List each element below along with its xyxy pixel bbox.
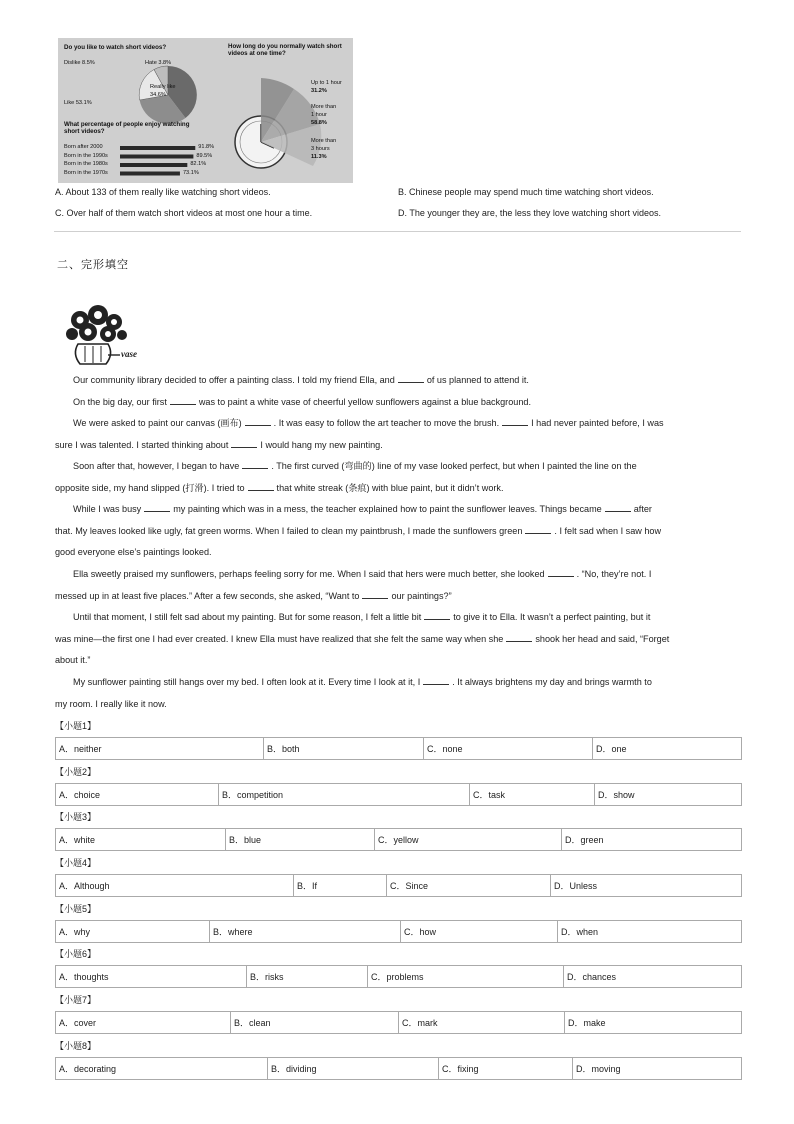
question-label-5: 【小题5】 [55, 904, 97, 914]
question-8-option-b[interactable]: B．dividing [268, 1058, 439, 1080]
question-options-2 [55, 783, 742, 806]
blank-13[interactable] [424, 610, 450, 620]
blank-9[interactable] [605, 502, 631, 512]
question-options-3 [55, 828, 742, 851]
blank-1[interactable] [398, 373, 424, 383]
time-label-2-pct: 58.8% [311, 120, 327, 126]
time-label-2b: 1 hour [311, 112, 327, 118]
question-options-6 [55, 965, 742, 988]
pie-label-really-like-pct: 34.6% [150, 92, 166, 98]
pie-label-really-like: Really like [150, 84, 176, 90]
blank-7[interactable] [248, 481, 274, 491]
section-divider [54, 231, 741, 232]
question-7-option-b[interactable]: B．clean [231, 1012, 399, 1034]
passage-paragraph-7: Until that moment, I still felt sad about my painting. But for some reason, I felt a little bit to give it to Ella. It wasn’t a perfect painting, but it was mine—the first one I had ever created. I knew Ella must have realized that she felt the same way when she shook her head and said, “Forget about it.” [55, 612, 670, 665]
question-2-option-c[interactable]: C．task [470, 784, 595, 806]
time-label-3b: 3 hours [311, 146, 330, 152]
survey-infographic [58, 38, 353, 183]
question-7-option-d[interactable]: D．make [565, 1012, 742, 1034]
infographic-question-1: Do you like to watch short videos? [64, 44, 167, 51]
question-3-option-a[interactable]: A．white [56, 829, 226, 851]
question-7-option-c[interactable]: C．mark [399, 1012, 565, 1034]
blank-2[interactable] [170, 395, 196, 405]
time-label-3-pct: 11.3% [311, 154, 327, 160]
time-label-1-pct: 31.2% [311, 88, 327, 94]
question-3-option-d[interactable]: D．green [562, 829, 742, 851]
bar-value-1: 91.8% [198, 144, 215, 150]
question-label-1: 【小题1】 [55, 721, 97, 731]
question-options-8 [55, 1057, 742, 1080]
passage-paragraph-6: Ella sweetly praised my sunflowers, perhaps feeling sorry for me. When I said that hers were much better, she looked . “No, they’re not. I messed up in at least five places.” After a few seconds, she asked, “Want to our paintings?” [55, 569, 652, 601]
question-4-option-c[interactable]: C．Since [387, 875, 551, 897]
question-6-option-a[interactable]: A．thoughts [56, 966, 247, 988]
bar-label-4: Born in the 1970s [64, 169, 108, 176]
question-label-3: 【小题3】 [55, 812, 97, 822]
blank-15[interactable] [423, 675, 449, 685]
bar-2 [120, 155, 193, 159]
bar-1 [120, 146, 195, 150]
question-4-option-d[interactable]: D．Unless [551, 875, 742, 897]
question-8-option-a[interactable]: A．decorating [56, 1058, 268, 1080]
bar-label-1: Born after 2000 [64, 144, 103, 150]
prev-option-b[interactable]: B. Chinese people may spend much time watching short videos. [398, 187, 654, 197]
blank-6[interactable] [242, 459, 268, 469]
infographic-question-3: What percentage of people enjoy watching short videos? [64, 121, 190, 135]
passage-paragraph-3: We were asked to paint our canvas (画布) . It was easy to follow the art teacher to move the brush. I had never painted before, I was sure I was talented. I started thinking about I would hang my new painting. [55, 418, 664, 450]
blank-5[interactable] [231, 438, 257, 448]
blank-4[interactable] [502, 416, 528, 426]
bar-value-3: 82.1% [190, 161, 207, 167]
time-label-3: More than [311, 138, 337, 144]
question-4-option-a[interactable]: A．Although [56, 875, 294, 897]
clock-graphic [235, 78, 321, 168]
question-7-option-a[interactable]: A．cover [56, 1012, 231, 1034]
infographic-question-2: How long do you normally watch short videos at one time? [228, 43, 342, 57]
bar-4 [120, 172, 180, 176]
bar-value-4: 73.1% [182, 169, 199, 176]
question-8-option-c[interactable]: C．fixing [439, 1058, 573, 1080]
question-5-option-a[interactable]: A．why [56, 921, 210, 943]
question-6-option-c[interactable]: C．problems [368, 966, 564, 988]
question-8-option-d[interactable]: D．moving [573, 1058, 742, 1080]
question-1-option-b[interactable]: B．both [264, 738, 424, 760]
pie-label-dislike: Dislike 8.5% [64, 60, 95, 66]
passage-paragraph-1: Our community library decided to offer a painting class. I told my friend Ella, and of us planned to attend it. [73, 375, 529, 385]
question-label-7: 【小题7】 [55, 995, 97, 1005]
question-label-4: 【小题4】 [55, 858, 97, 868]
bar-label-2: Born in the 1990s [64, 152, 108, 159]
passage-paragraph-4: Soon after that, however, I began to have . The first curved (弯曲的) line of my vase looked perfect, but when I painted the line on the opposite side, my hand slipped (打滑). I tried to that white streak (条痕) with blue paint, but it didn’t work. [55, 461, 637, 493]
bar-label-3: Born in the 1980s [64, 161, 108, 167]
blank-8[interactable] [144, 502, 170, 512]
time-label-1: Up to 1 hour [311, 80, 342, 86]
section-title: 二、完形填空 [57, 258, 129, 271]
question-5-option-b[interactable]: B．where [210, 921, 401, 943]
question-1-option-a[interactable]: A．neither [56, 738, 264, 760]
pie-chart [139, 66, 197, 124]
question-2-option-a[interactable]: A．choice [56, 784, 219, 806]
question-2-option-d[interactable]: D．show [595, 784, 742, 806]
vase-illustration [58, 302, 144, 366]
question-6-option-d[interactable]: D．chances [564, 966, 742, 988]
question-1-option-c[interactable]: C．none [424, 738, 593, 760]
blank-11[interactable] [548, 567, 574, 577]
time-label-2: More than [311, 104, 337, 110]
question-1-option-d[interactable]: D．one [593, 738, 742, 760]
prev-option-d[interactable]: D. The younger they are, the less they love watching short videos. [398, 208, 661, 218]
question-options-4 [55, 874, 742, 897]
question-6-option-b[interactable]: B．risks [247, 966, 368, 988]
question-label-8: 【小题8】 [55, 1041, 97, 1051]
question-5-option-c[interactable]: C．how [401, 921, 558, 943]
question-options-7 [55, 1011, 742, 1034]
pie-label-like: Like 53.1% [64, 100, 92, 106]
blank-10[interactable] [525, 524, 551, 534]
blank-12[interactable] [362, 589, 388, 599]
prev-option-c[interactable]: C. Over half of them watch short videos at most one hour a time. [55, 208, 313, 218]
question-3-option-b[interactable]: B．blue [226, 829, 375, 851]
question-label-6: 【小题6】 [55, 949, 97, 959]
question-4-option-b[interactable]: B．If [294, 875, 387, 897]
blank-14[interactable] [506, 632, 532, 642]
passage-paragraph-5: While I was busy my painting which was in a mess, the teacher explained how to paint the sunflower leaves. Things became after that. My leaves looked like ugly, fat green worms. When I failed to clean my paintbrush, I made the sunflowers green . I felt sad when I saw how good everyone else’s paintings looked. [55, 504, 662, 557]
pie-label-hate: Hate 3.8% [145, 60, 172, 66]
prev-option-a[interactable]: A. About 133 of them really like watching short videos. [55, 187, 271, 197]
vase-label: vase [121, 349, 137, 359]
question-options-5 [55, 920, 742, 943]
question-3-option-c[interactable]: C．yellow [375, 829, 562, 851]
question-2-option-b[interactable]: B．competition [219, 784, 470, 806]
passage-paragraph-8: My sunflower painting still hangs over my bed. I often look at it. Every time I look at it, I . It always brightens my day and brings warmth to my room. I really like it now. [55, 677, 652, 709]
bar-3 [120, 163, 187, 167]
question-label-2: 【小题2】 [55, 767, 97, 777]
bar-value-2: 89.5% [196, 152, 213, 159]
blank-3[interactable] [245, 416, 271, 426]
passage-paragraph-2: On the big day, our first was to paint a white vase of cheerful yellow sunflowers against a blue background. [73, 397, 531, 407]
question-5-option-d[interactable]: D．when [558, 921, 742, 943]
question-options-1 [55, 737, 742, 760]
